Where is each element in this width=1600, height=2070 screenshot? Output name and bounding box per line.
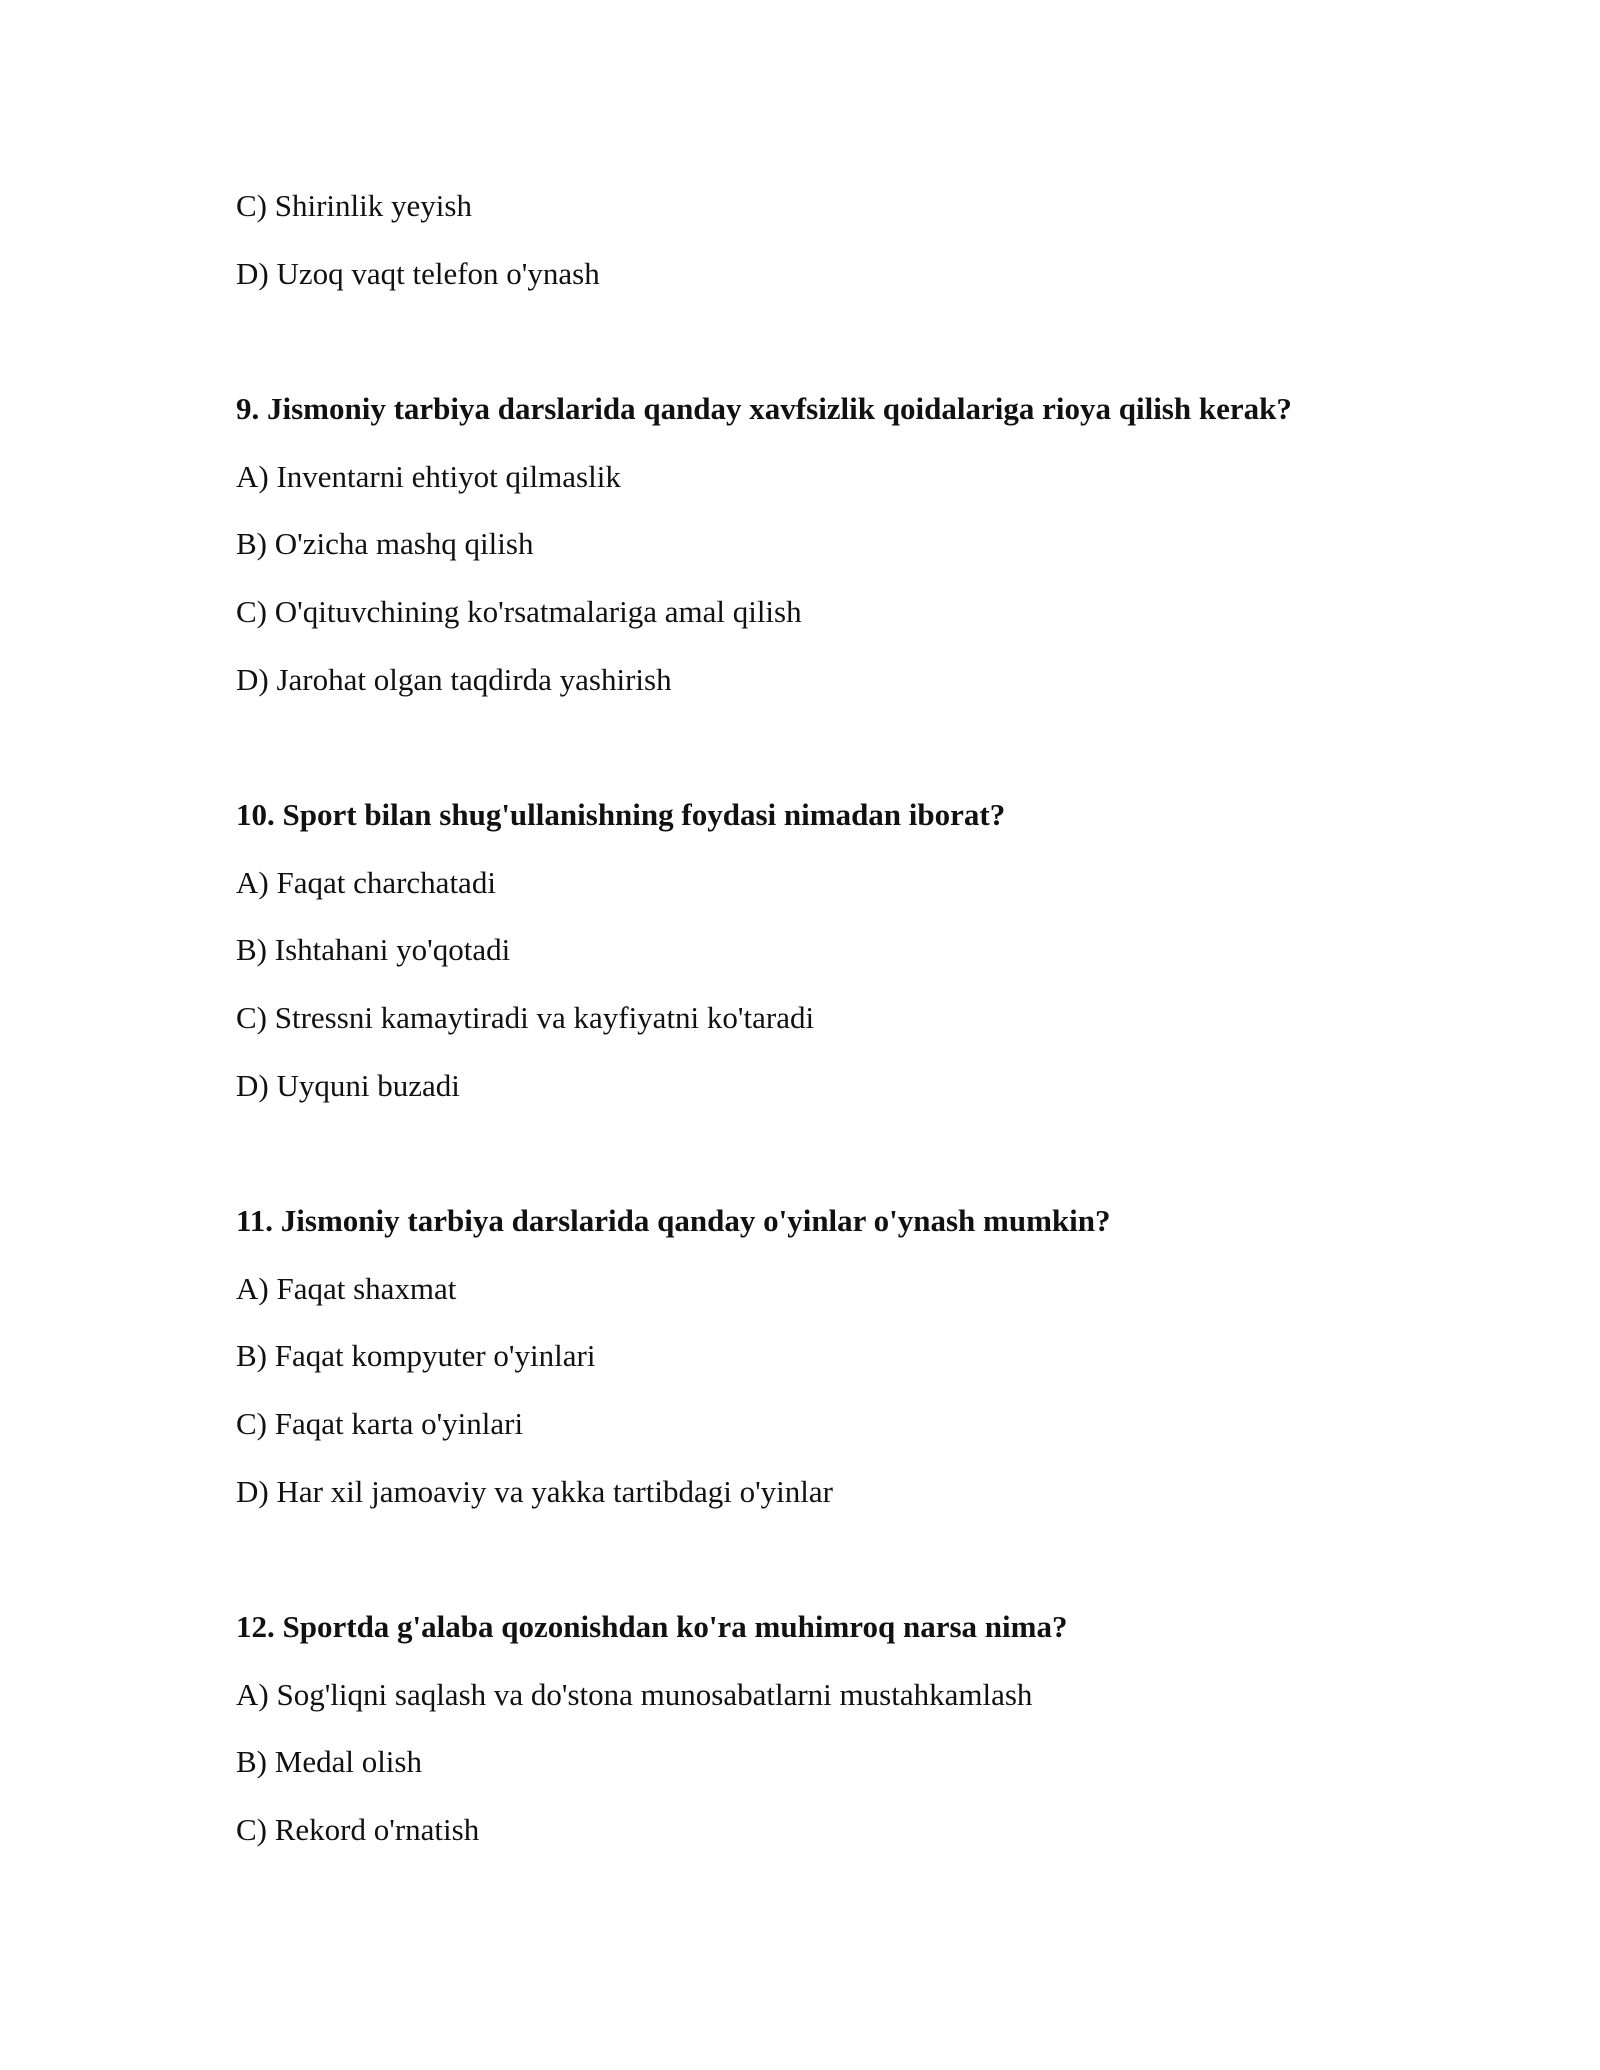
question-9-option-a: A) Inventarni ehtiyot qilmaslik (236, 459, 621, 494)
question-11-option-d: D) Har xil jamoaviy va yakka tartibdagi o'yinlar (236, 1474, 833, 1509)
question-9-option-d: D) Jarohat olgan taqdirda yashirish (236, 662, 672, 697)
prev-option-d: D) Uzoq vaqt telefon o'ynash (236, 256, 600, 291)
question-10-text: 10. Sport bilan shug'ullanishning foydasi nimadan iborat? (236, 797, 1006, 832)
prev-option-c: C) Shirinlik yeyish (236, 188, 472, 223)
question-12-option-a: A) Sog'liqni saqlash va do'stona munosabatlarni mustahkamlash (236, 1677, 1033, 1712)
question-12-option-b: B) Medal olish (236, 1744, 422, 1779)
question-12-option-c: C) Rekord o'rnatish (236, 1812, 480, 1847)
question-10-option-b: B) Ishtahani yo'qotadi (236, 932, 511, 967)
question-12-text: 12. Sportda g'alaba qozonishdan ko'ra muhimroq narsa nima? (236, 1609, 1068, 1644)
question-11-option-b: B) Faqat kompyuter o'yinlari (236, 1338, 596, 1373)
question-11-option-a: A) Faqat shaxmat (236, 1271, 457, 1306)
question-10-option-c: C) Stressni kamaytiradi va kayfiyatni ko'taradi (236, 1000, 815, 1035)
question-9-option-b: B) O'zicha mashq qilish (236, 526, 534, 561)
question-9-option-c: C) O'qituvchining ko'rsatmalariga amal qilish (236, 594, 802, 629)
question-11-text: 11. Jismoniy tarbiya darslarida qanday o'yinlar o'ynash mumkin? (236, 1203, 1111, 1238)
question-9-text: 9. Jismoniy tarbiya darslarida qanday xavfsizlik qoidalariga rioya qilish kerak? (236, 391, 1292, 426)
question-11-option-c: C) Faqat karta o'yinlari (236, 1406, 524, 1441)
question-10-option-d: D) Uyquni buzadi (236, 1068, 460, 1103)
question-10-option-a: A) Faqat charchatadi (236, 865, 496, 900)
